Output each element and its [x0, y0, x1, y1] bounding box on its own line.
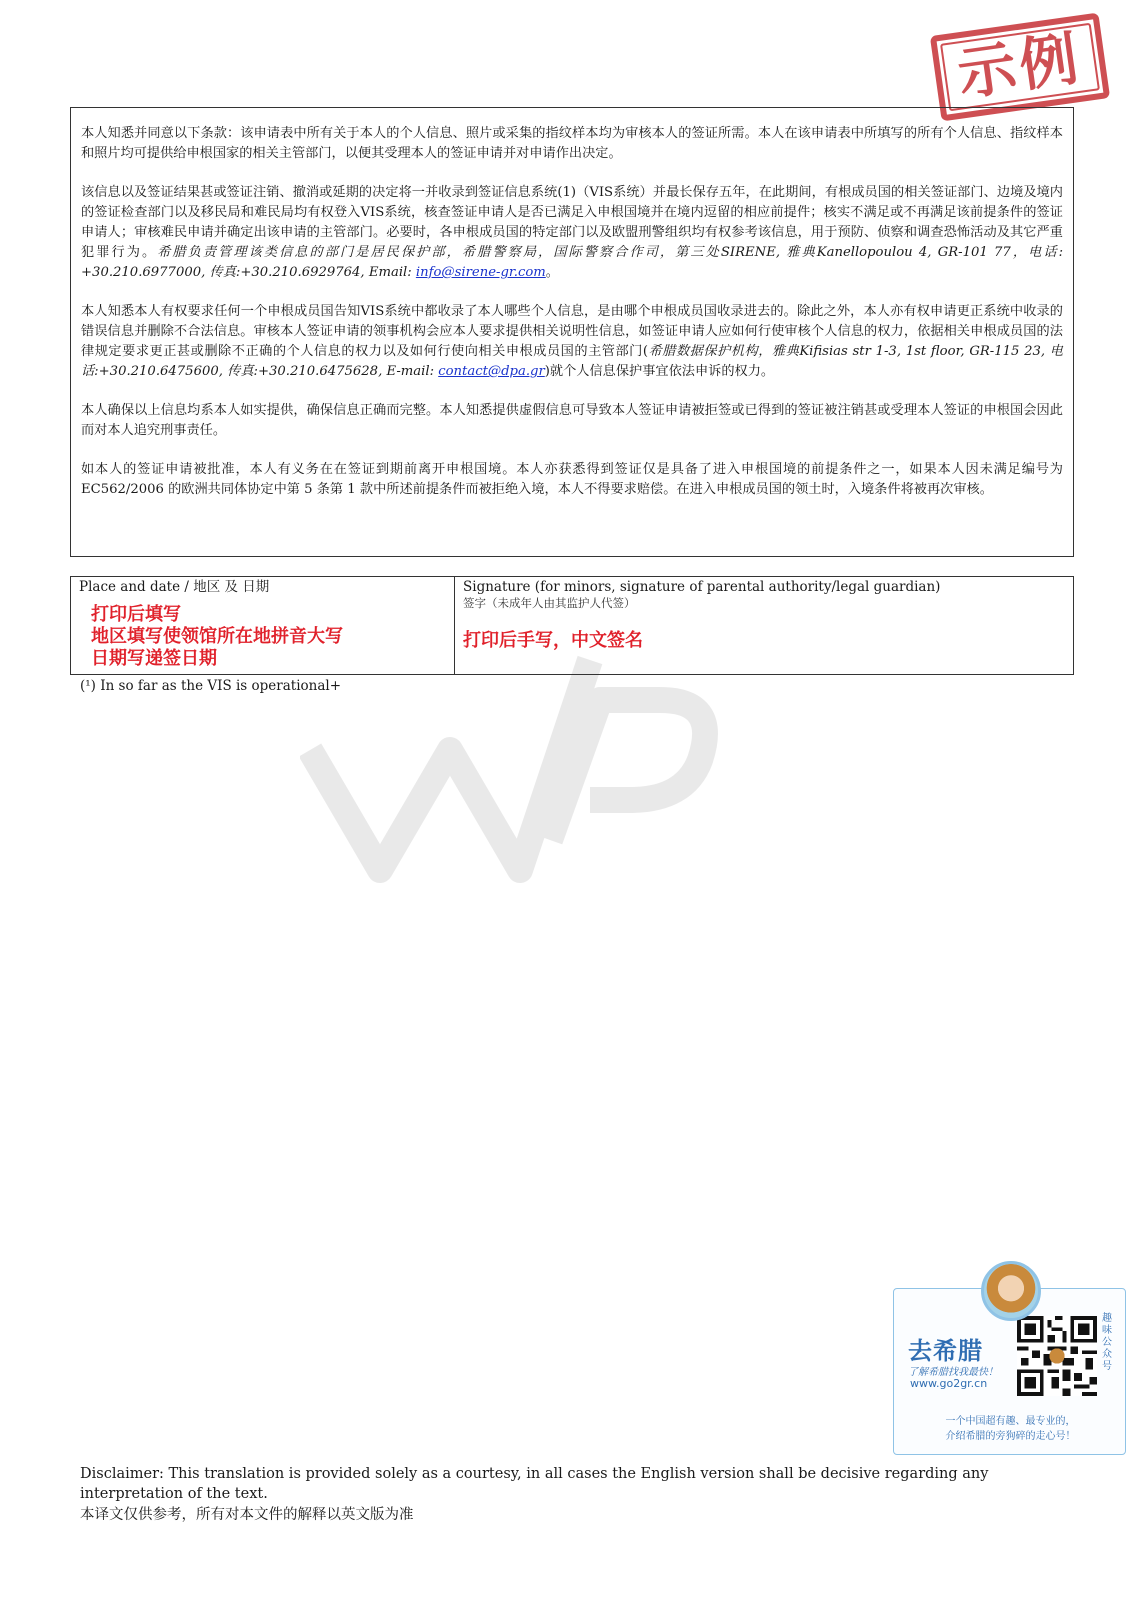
declaration-paragraph-4: 本人确保以上信息均系本人如实提供，确保信息正确而完整。本人知悉提供虚假信息可导致本人签证申请被拒签或已得到的签证被注销甚或受理本人签证的申根国会因此而对本人追究刑事责任。	[81, 403, 1063, 438]
promo-vertical-text	[1100, 1313, 1114, 1373]
promo-vertical-char: 公	[1102, 1337, 1112, 1348]
declaration-p3-text: 本人知悉本人有权要求任何一个申根成员国告知VIS系统中都收录了本人哪些个人信息，是由哪个申根成员国收录进去的。除此之外，本人亦有权申请更正系统中收录的错误信息并删除不合法信息。审核本人签证申请的领事机构会应本人要求提供相关说明性信息，如签证申请人应如何行使审核个人信息的权力，依据相关申根成员国的法律规定要求更正甚或删除不正确的个人信息的权力以及如何行使向相关申根成员国的主管部门(	[81, 304, 1063, 359]
promo-vertical-char: 味	[1102, 1325, 1112, 1336]
signature-sub-label: 签字（未成年人由其监护人代签）	[463, 596, 636, 610]
qr-code-icon	[1017, 1316, 1097, 1396]
declaration-p2-italic: 希腊负责管理该类信息的部门是居民保护部，希腊警察局，国际警察合作司，第三处SIRENE, 雅典Kanellopoulou 4, GR-101 77，电话: +30.210.6977000, 传真:+30.210.6929764, Email:	[81, 245, 1064, 280]
sample-stamp: 示例	[930, 13, 1110, 122]
declaration-paragraph-2	[81, 183, 1063, 283]
place-date-label: Place and date / 地区 及 日期	[79, 579, 270, 595]
disclaimer-chinese: 本译文仅供参考，所有对本文件的解释以英文版为准	[80, 1507, 414, 1523]
declaration-p3-italic: 希腊数据保护机构，雅典Kifisias str 1-3, 1st floor, GR-115 23, 电话:+30.210.6475600, 传真:+30.210.6475628, E-mail:	[81, 344, 1063, 379]
place-note-2: 地区填写使领馆所在地拼音大写	[91, 626, 343, 647]
declaration-box	[70, 107, 1074, 557]
declaration-paragraph-3	[81, 302, 1063, 382]
promo-tagline-line-1: 一个中国超有趣、最专业的，	[945, 1416, 1076, 1427]
declaration-paragraph-5: 如本人的签证申请被批准，本人有义务在在签证到期前离开申根国境。本人亦获悉得到签证仅是具备了进入申根国境的前提条件之一，如果本人因未满足编号为 EC562/2006 的欧洲共同体协定中第 5 条第 1 款中所述前提条件而被拒绝入境，本人不得要求赔偿。在进入申根成员国的领土时，入境条件将被再次审核。	[81, 462, 1063, 497]
promo-slogan: 了解希腊找我最快！	[908, 1367, 998, 1378]
venus-avatar	[981, 1261, 1041, 1321]
signature-cell[interactable]	[455, 577, 1073, 674]
declaration-p2-end: 。	[545, 265, 559, 280]
dpa-email-link[interactable]: contact@dpa.gr	[438, 364, 545, 379]
place-note-3: 日期写递签日期	[91, 648, 217, 669]
declaration-p2-text: 该信息以及签证结果甚或签证注销、撤消或延期的决定将一并收录到签证信息系统(1)（VIS系统）并最长保存五年，在此期间，有根成员国的相关签证部门、边境及境内的签证检查部门以及移民局和难民局均有权登入VIS系统，核查签证申请人是否已满足入申根国境并在境内逗留的相应前提件；核实不满足或不再满足该前提条件的签证申请人；审核难民申请并确定出该申请的主管部门。必要时，各申根成员国的特定部门以及欧盟刑警组织均有权参考该信息，用于预防、侦察和调查恐怖活动及其它严重犯罪行为。	[81, 185, 1063, 260]
promo-url[interactable]: www.go2gr.cn	[910, 1377, 988, 1390]
place-date-notes	[79, 604, 446, 670]
place-note-1: 打印后填写	[91, 604, 181, 625]
promo-tagline	[902, 1414, 1119, 1444]
signature-table	[70, 576, 1074, 675]
signature-label: Signature (for minors, signature of parental authority/legal guardian)	[463, 579, 941, 595]
signature-note: 打印后手写，中文签名	[463, 630, 643, 651]
disclaimer	[80, 1464, 1050, 1525]
promo-vertical-char: 趣	[1102, 1313, 1112, 1324]
promo-title: 去希腊	[908, 1337, 983, 1365]
vis-footnote: (¹) In so far as the VIS is operational+	[80, 678, 342, 694]
declaration-paragraph-1: 本人知悉并同意以下条款：该申请表中所有关于本人的个人信息、照片或采集的指纹样本均为审核本人的签证所需。本人在该申请表中所填写的所有个人信息、指纹样本和照片均可提供给申根国家的相关主管部门，以便其受理本人的签证申请并对申请作出决定。	[81, 126, 1063, 161]
wps-watermark-logo	[300, 640, 760, 900]
declaration-p3-end: )就个人信息保护事宜依法申诉的权力。	[544, 364, 775, 379]
place-date-cell[interactable]	[71, 577, 455, 674]
promo-vertical-char: 号	[1102, 1361, 1112, 1372]
promo-tagline-line-2: 介绍希腊的旁狗碎的走心号！	[945, 1431, 1076, 1442]
promo-vertical-char: 众	[1102, 1349, 1112, 1360]
disclaimer-english: Disclaimer: This translation is provided solely as a courtesy, in all cases the English version shall be decisive regarding any interpretation of the text.	[80, 1466, 989, 1502]
sirene-email-link[interactable]: info@sirene-gr.com	[415, 265, 546, 280]
